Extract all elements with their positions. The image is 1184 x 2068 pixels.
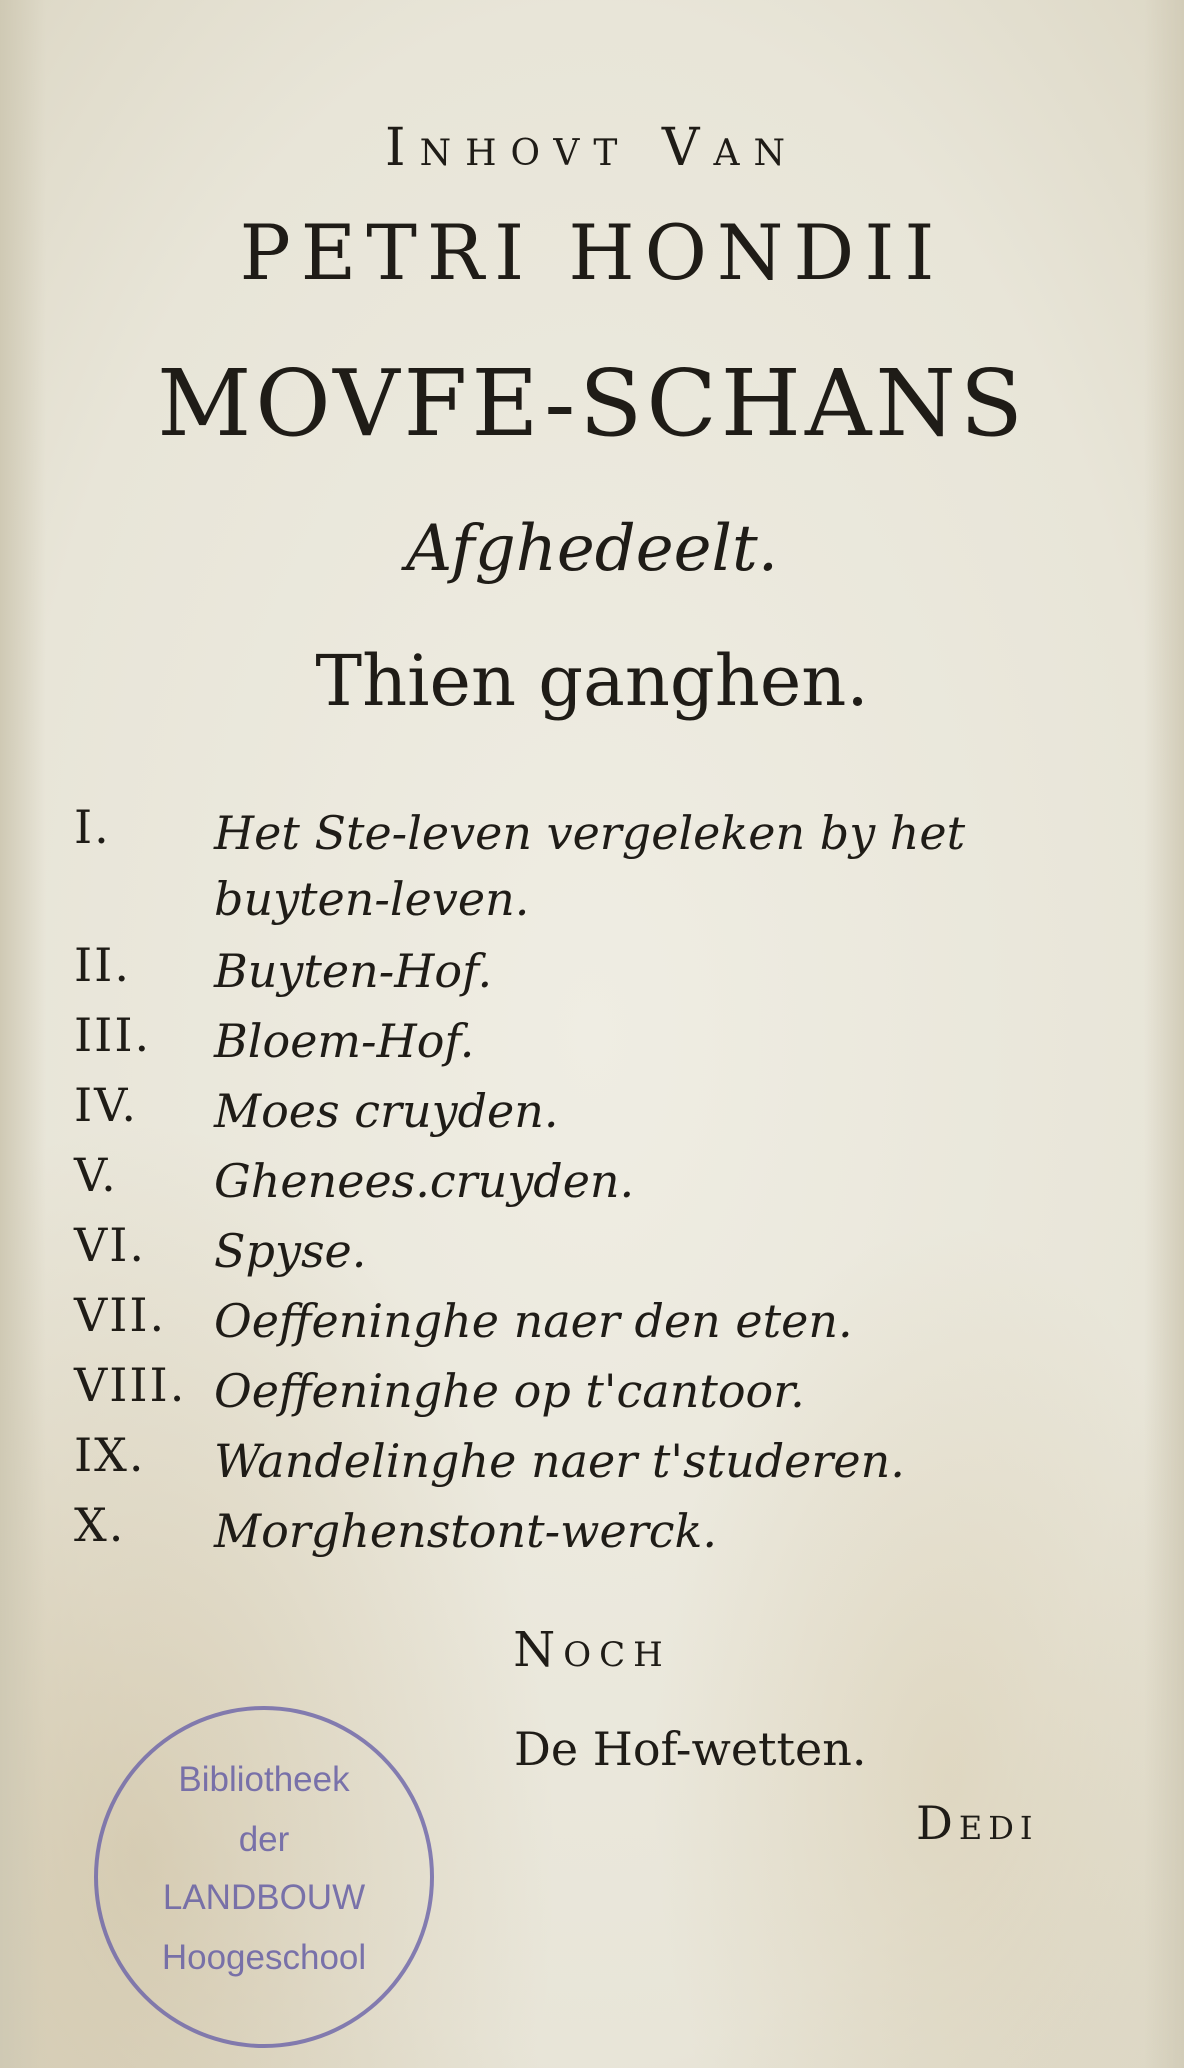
toc-item: [74, 1428, 1124, 1498]
toc-numeral: II.: [74, 938, 131, 992]
toc-item: [74, 1498, 1124, 1568]
title-line-thien-ganghen: Thien ganghen.: [315, 640, 869, 722]
toc-entry: Buyten-Hof.: [214, 944, 493, 998]
toc-numeral: V.: [74, 1148, 118, 1202]
toc-item: [74, 1288, 1124, 1358]
stamp-line: LANDBOUW: [162, 1878, 366, 1917]
toc-entry: Bloem-Hof.: [214, 1014, 475, 1068]
toc-item: [74, 1078, 1124, 1148]
toc-item: [74, 1358, 1124, 1428]
title-line-work: MOVFE-SCHANS: [157, 350, 1027, 457]
toc-item: [74, 800, 1124, 938]
title-line-inhovt-van: Inhovt Van: [385, 118, 799, 178]
toc-numeral: IV.: [74, 1078, 138, 1132]
toc-numeral: IX.: [74, 1428, 146, 1482]
title-line-author: PETRI HONDII: [239, 208, 945, 297]
toc-numeral: VIII.: [74, 1358, 187, 1412]
toc-entry: Morghenstont-werck.: [214, 1504, 717, 1558]
toc-item: [74, 1218, 1124, 1288]
library-stamp: [94, 1706, 434, 2048]
toc-item: [74, 1008, 1124, 1078]
catchword: Dedi: [916, 1796, 1039, 1850]
stamp-line: Hoogeschool: [161, 1938, 367, 1977]
table-of-contents: [74, 800, 1124, 1568]
toc-entry: Spyse.: [214, 1224, 367, 1278]
toc-numeral: III.: [74, 1008, 152, 1062]
page-edge-shadow-right: [1144, 0, 1184, 2068]
noch-heading: Noch: [513, 1622, 671, 1678]
toc-entry: Oeffeninghe op t'cantoor.: [214, 1364, 805, 1418]
title-line-afghedeelt: Afghedeelt.: [405, 512, 779, 586]
toc-numeral: VII.: [74, 1288, 167, 1342]
toc-item: [74, 1148, 1124, 1218]
stamp-line: der: [238, 1820, 290, 1859]
toc-entry: Ghenees.cruyden.: [214, 1154, 635, 1208]
toc-entry: Het Ste-leven vergeleken by het buyten-leven.: [214, 806, 966, 926]
toc-numeral: X.: [74, 1498, 126, 1552]
toc-entry: Moes cruyden.: [214, 1084, 559, 1138]
toc-numeral: VI.: [74, 1218, 147, 1272]
toc-entry: Wandelinghe naer t'studeren.: [214, 1434, 905, 1488]
toc-numeral: I.: [74, 800, 111, 854]
toc-item: [74, 938, 1124, 1008]
hof-wetten-line: De Hof-wetten.: [514, 1722, 867, 1776]
stamp-line: Bibliotheek: [178, 1760, 350, 1799]
toc-entry: Oeffeninghe naer den eten.: [214, 1294, 853, 1348]
page-edge-shadow-left: [0, 0, 46, 2068]
